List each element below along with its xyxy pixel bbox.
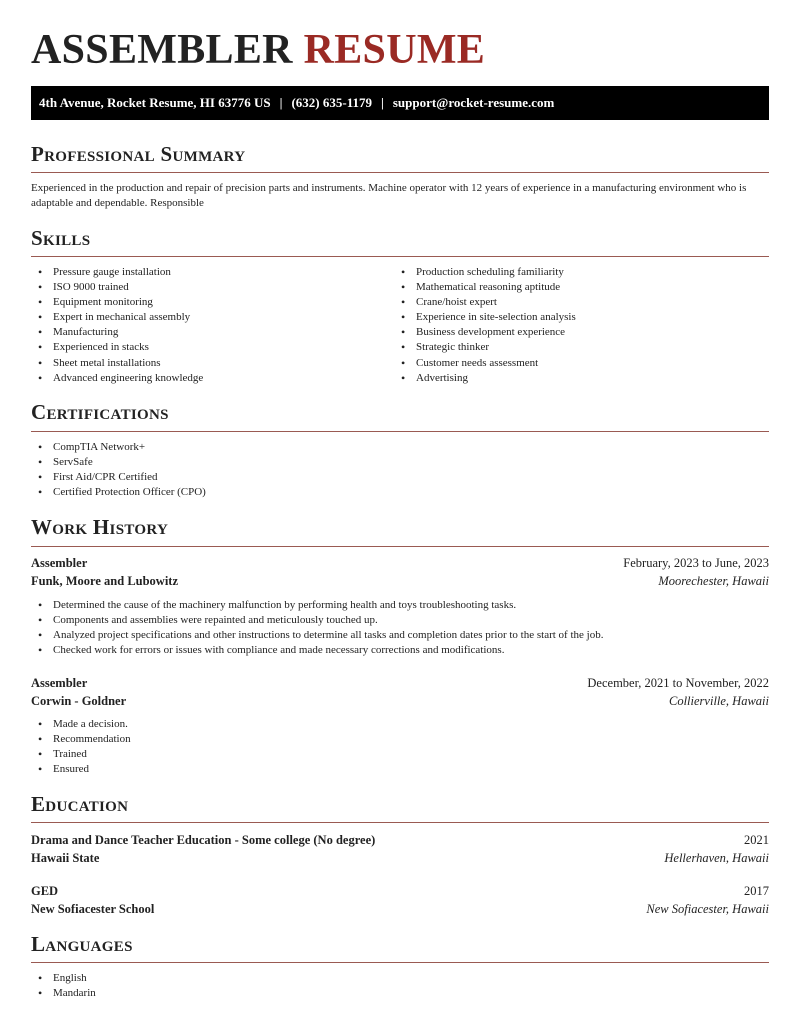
job-header-row (31, 674, 769, 692)
contact-bar (31, 86, 769, 120)
list-item: • Trained (31, 747, 131, 762)
job-role: Assembler (31, 556, 88, 570)
list-item: • Mathematical reasoning aptitude (394, 280, 576, 295)
list-item: • Determined the cause of the machinery malfunction by performing health and toys troubleshooting tasks. (31, 598, 603, 613)
job-company-row (31, 692, 769, 710)
languages-heading: Languages (31, 932, 133, 956)
list-item: • Ensured (31, 762, 131, 777)
job-company: Funk, Moore and Lubowitz (31, 574, 179, 588)
job-company-row (31, 572, 769, 590)
section-divider (31, 822, 769, 823)
skills-heading: Skills (31, 226, 91, 250)
list-item: • ServSafe (31, 455, 206, 470)
work-history-heading: Work History (31, 515, 169, 539)
languages-list (31, 971, 96, 1001)
list-item: • Certified Protection Officer (CPO) (31, 485, 206, 500)
education-location: New Sofiacester, Hawaii (646, 902, 769, 916)
education-year: 2021 (744, 833, 769, 847)
list-item: • Business development experience (394, 325, 576, 340)
job-role: Assembler (31, 676, 88, 690)
job-location: Moorechester, Hawaii (658, 574, 769, 588)
skills-list-right (394, 265, 576, 386)
section-divider (31, 962, 769, 963)
education-header-row (31, 831, 769, 849)
skills-list-left (31, 265, 203, 386)
certifications-heading: Certifications (31, 400, 169, 424)
contact-separator: | (279, 95, 283, 110)
job-company: Corwin - Goldner (31, 694, 127, 708)
list-item: • Checked work for errors or issues with compliance and made necessary corrections and modifications. (31, 643, 603, 658)
list-item: • Equipment monitoring (31, 295, 203, 310)
education-school-row (31, 900, 769, 918)
section-divider (31, 172, 769, 173)
list-item: • Customer needs assessment (394, 356, 576, 371)
list-item: • English (31, 971, 96, 986)
job-duties-list (31, 717, 131, 777)
section-divider (31, 546, 769, 547)
contact-separator: | (381, 95, 384, 110)
list-item: • Components and assemblies were repainted and meticulously touched up. (31, 613, 603, 628)
education-degree: GED (31, 884, 59, 898)
list-item: • Advertising (394, 371, 576, 386)
job-dates: February, 2023 to June, 2023 (623, 556, 769, 570)
contact-email[interactable]: support@rocket-resume.com (392, 95, 555, 110)
list-item: • Manufacturing (31, 325, 203, 340)
list-item: • Strategic thinker (394, 340, 576, 355)
title-word-2: RESUME (303, 27, 486, 73)
job-header-row (31, 554, 769, 572)
list-item: • ISO 9000 trained (31, 280, 203, 295)
education-school: New Sofiacester School (31, 902, 155, 916)
contact-address: 4th Avenue, Rocket Resume, HI 63776 US (39, 95, 271, 110)
education-school-row (31, 849, 769, 867)
title-word-1: ASSEMBLER (31, 27, 293, 73)
list-item: • Expert in mechanical assembly (31, 310, 203, 325)
list-item: • Advanced engineering knowledge (31, 371, 203, 386)
list-item: • Pressure gauge installation (31, 265, 203, 280)
education-location: Hellerhaven, Hawaii (664, 851, 769, 865)
list-item: • Recommendation (31, 732, 131, 747)
education-heading: Education (31, 792, 129, 816)
list-item: • Mandarin (31, 986, 96, 1001)
list-item: • Crane/hoist expert (394, 295, 576, 310)
summary-heading: Professional Summary (31, 142, 246, 166)
list-item: • Experience in site-selection analysis (394, 310, 576, 325)
contact-phone[interactable]: (632) 635-1179 (291, 95, 372, 110)
education-header-row (31, 882, 769, 900)
resume-title (31, 25, 485, 75)
job-location: Collierville, Hawaii (669, 694, 769, 708)
education-school: Hawaii State (31, 851, 100, 865)
list-item: • CompTIA Network+ (31, 440, 206, 455)
section-divider (31, 256, 769, 257)
certifications-list (31, 440, 206, 500)
list-item: • Made a decision. (31, 717, 131, 732)
list-item: • Sheet metal installations (31, 356, 203, 371)
list-item: • First Aid/CPR Certified (31, 470, 206, 485)
list-item: • Analyzed project specifications and other instructions to determine all tasks and completion dates prior to the start of the job. (31, 628, 603, 643)
education-degree: Drama and Dance Teacher Education - Some college (No degree) (31, 833, 376, 847)
job-duties-list (31, 598, 603, 658)
list-item: • Production scheduling familiarity (394, 265, 576, 280)
summary-text: Experienced in the production and repair of precision parts and instruments. Machine operator with 12 years of experience in a manufacturing environment who is adaptable and dependable. Responsible (31, 182, 747, 209)
job-dates: December, 2021 to November, 2022 (587, 676, 769, 690)
section-divider (31, 431, 769, 432)
education-year: 2017 (744, 884, 769, 898)
list-item: • Experienced in stacks (31, 340, 203, 355)
